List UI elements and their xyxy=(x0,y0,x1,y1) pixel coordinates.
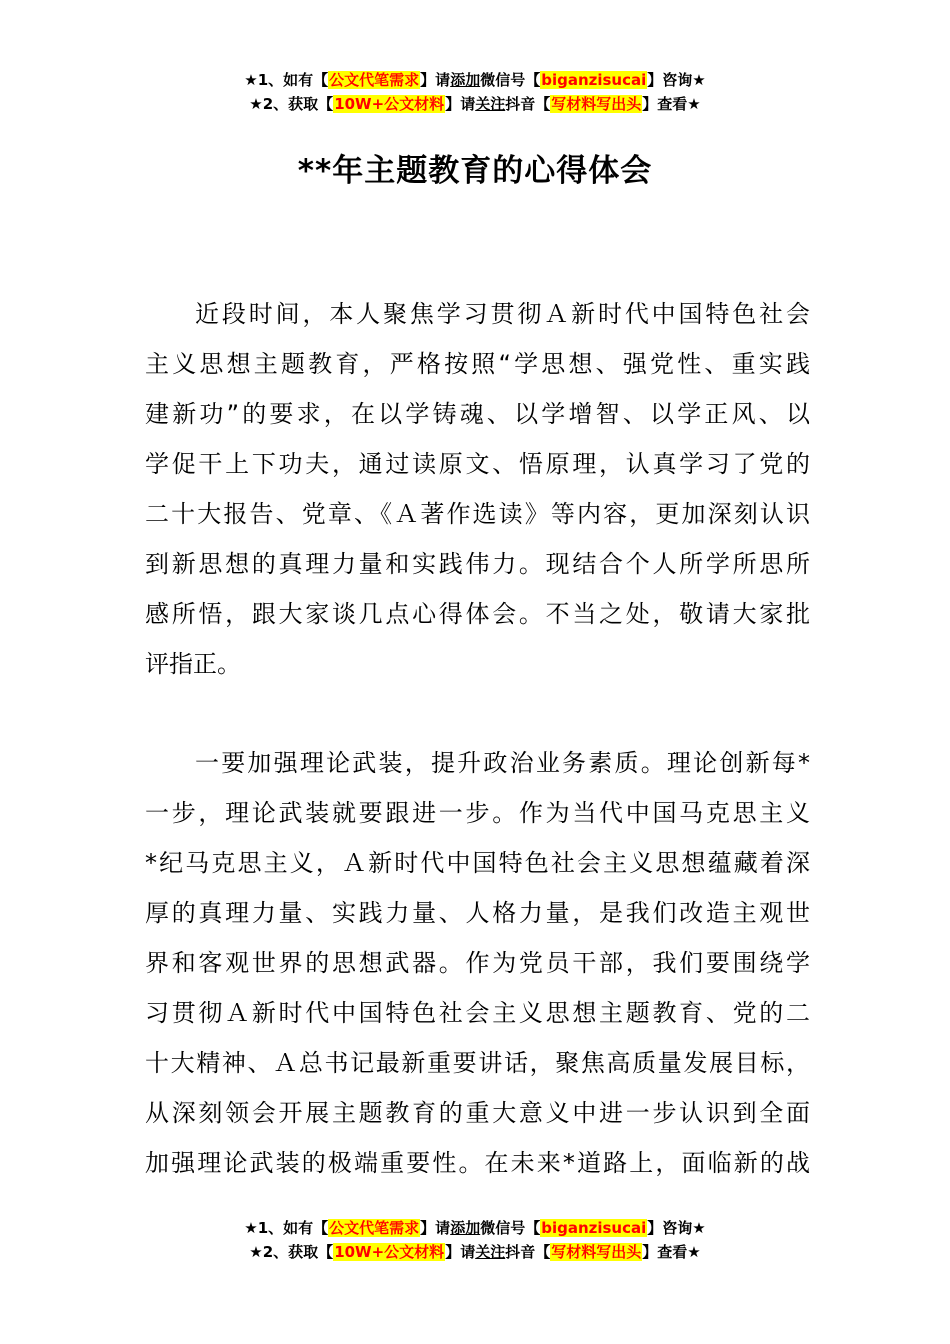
paragraph-1 xyxy=(145,289,810,689)
paragraph-line: 从深刻领会开展主题教育的重大意义中进一步认识到全面 xyxy=(145,1099,810,1127)
banner-underlined-text: 添加 xyxy=(450,1219,481,1237)
banner-highlight-wechat-id: biganzisucai xyxy=(541,1219,647,1237)
banner-highlight-douyin-id: 写材料写出头 xyxy=(551,95,642,113)
paragraph-line: *纪马克思主义，Ａ新时代中国特色社会主义思想蕴藏着深 xyxy=(145,849,810,877)
paragraph-line: 到新思想的真理力量和实践伟力。现结合个人所学所思所 xyxy=(145,550,810,578)
document-title: **年主题教育的心得体会 xyxy=(297,153,653,189)
banner-text: 】咨询★ xyxy=(647,71,706,89)
paragraph-line: 习贯彻Ａ新时代中国特色社会主义思想主题教育、党的二 xyxy=(145,999,810,1027)
banner-text: 抖音【 xyxy=(505,95,551,113)
footer-banner xyxy=(0,1216,950,1264)
banner-text: 微信号【 xyxy=(480,71,541,89)
paragraph-line: 厚的真理力量、实践力量、人格力量，是我们改造主观世 xyxy=(145,899,810,927)
banner-line-1 xyxy=(0,68,950,92)
banner-text: 】请 xyxy=(445,95,476,113)
banner-highlight-douyin-id: 写材料写出头 xyxy=(551,1243,642,1261)
banner-text: 】请 xyxy=(420,71,451,89)
banner-text: 微信号【 xyxy=(480,1219,541,1237)
paragraph-line: 界和客观世界的思想武器。作为党员干部，我们要围绕学 xyxy=(145,949,810,977)
banner-text: 】查看★ xyxy=(642,95,701,113)
paragraph-line: 建新功”的要求，在以学铸魂、以学增智、以学正风、以 xyxy=(145,400,810,428)
banner-highlight: 10W+公文材料 xyxy=(334,95,445,113)
banner-underlined-text: 关注 xyxy=(475,95,506,113)
banner-highlight: 10W+公文材料 xyxy=(334,1243,445,1261)
paragraph-line: 评指正。 xyxy=(145,650,241,678)
banner-text: 抖音【 xyxy=(505,1243,551,1261)
banner-highlight-wechat-id: biganzisucai xyxy=(541,71,647,89)
banner-highlight: 公文代笔需求 xyxy=(329,1219,420,1237)
paragraph-line: 近段时间，本人聚焦学习贯彻Ａ新时代中国特色社会 xyxy=(195,300,810,328)
banner-line-2 xyxy=(0,92,950,116)
banner-text: 】查看★ xyxy=(642,1243,701,1261)
banner-line-2 xyxy=(0,1240,950,1264)
banner-text: ★1、如有【 xyxy=(244,71,329,89)
banner-text: ★2、获取【 xyxy=(249,95,334,113)
paragraph-line: 感所悟，跟大家谈几点心得体会。不当之处，敬请大家批 xyxy=(145,600,810,628)
paragraph-line: 学促干上下功夫，通过读原文、悟原理，认真学习了党的 xyxy=(145,450,810,478)
paragraph-line: 主义思想主题教育，严格按照“学思想、强党性、重实践 xyxy=(145,350,810,378)
banner-text: ★1、如有【 xyxy=(244,1219,329,1237)
paragraph-line: 加强理论武装的极端重要性。在未来*道路上，面临新的战 xyxy=(145,1149,810,1177)
paragraph-line: 十大精神、Ａ总书记最新重要讲话，聚焦高质量发展目标， xyxy=(145,1049,810,1077)
banner-text: 】请 xyxy=(420,1219,451,1237)
banner-text: 】请 xyxy=(445,1243,476,1261)
banner-underlined-text: 添加 xyxy=(450,71,481,89)
paragraph-line: 一步，理论武装就要跟进一步。作为当代中国马克思主义 xyxy=(145,799,810,827)
paragraph-line: 一要加强理论武装，提升政治业务素质。理论创新每* xyxy=(195,749,810,777)
paragraph-2 xyxy=(145,738,810,1188)
banner-line-1 xyxy=(0,1216,950,1240)
banner-highlight: 公文代笔需求 xyxy=(329,71,420,89)
header-banner xyxy=(0,68,950,116)
banner-underlined-text: 关注 xyxy=(475,1243,506,1261)
paragraph-line: 二十大报告、党章、《Ａ著作选读》等内容，更加深刻认识 xyxy=(145,500,810,528)
banner-text: 】咨询★ xyxy=(647,1219,706,1237)
banner-text: ★2、获取【 xyxy=(249,1243,334,1261)
